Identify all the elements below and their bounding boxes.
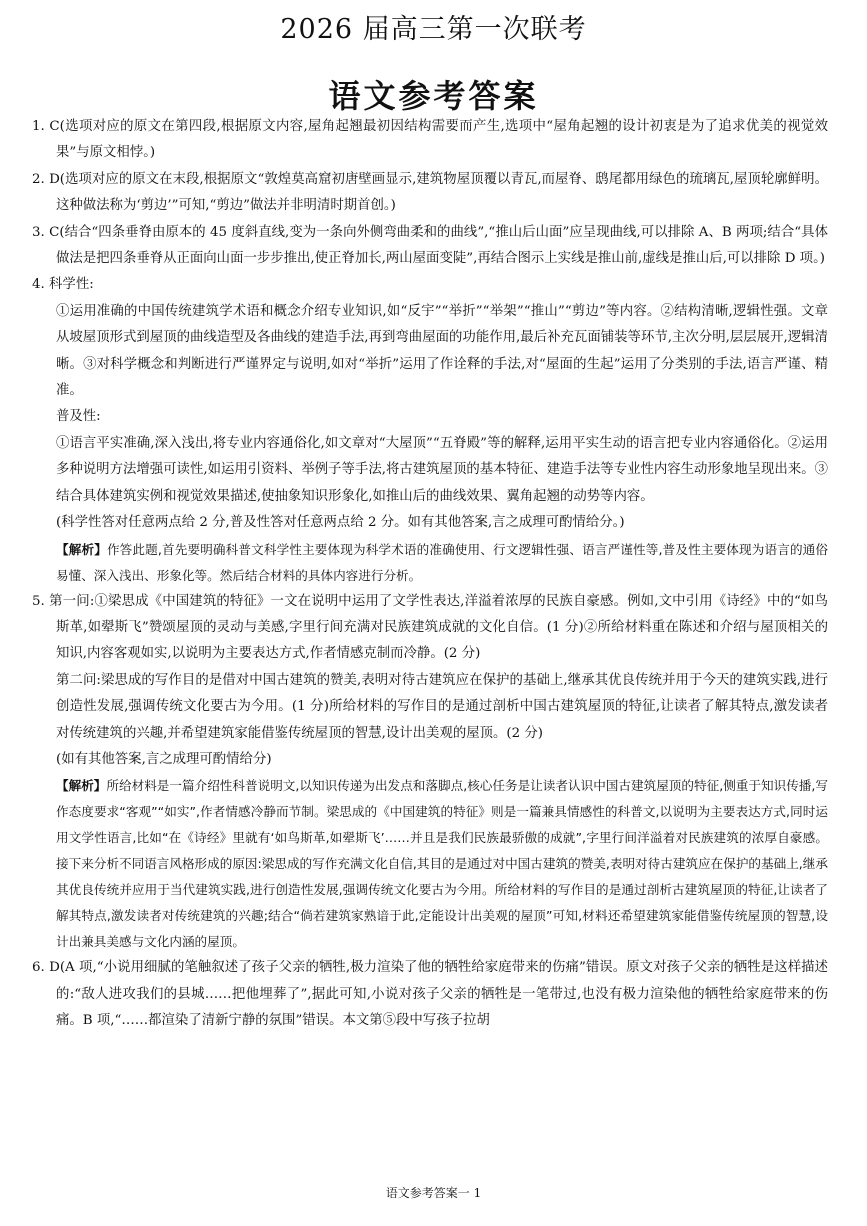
- analysis-tag: 【解析】: [56, 778, 107, 794]
- answer-item-1: 1. C(选项对应的原文在第四段,根据原文内容,屋角起翘最初因结构需要而产生,选项中“屋角起翘的设计初衷是为了追求优美的视觉效果”与原文相悖。): [32, 119, 828, 161]
- answer-item-4-scoring: (科学性答对任意两点给 2 分,普及性答对任意两点给 2 分。如有其他答案,言之成理可酌情给分。): [56, 515, 625, 531]
- exam-title: 2026 届高三第一次联考: [280, 14, 587, 45]
- answer-body: [32, 114, 828, 1035]
- answer-item-4-popular: ①语言平实准确,深入浅出,将专业内容通俗化,如文章对“大屋顶”“五脊殿”等的解释,运用平实生动的语言把专业内容通俗化。②运用多种说明方法增强可读性,如运用引资料、举例子等手法,将古建筑屋顶的基本特征、建造手法等专业性内容生动形象地呈现出来。③结合具体建筑实例和视觉效果描述,使抽象知识形象化,如推山后的曲线效果、翼角起翘的动势等内容。: [56, 435, 828, 504]
- analysis-text: 所给材料是一篇介绍性科普说明文,以知识传递为出发点和落脚点,核心任务是让读者认识中国古建筑屋顶的特征,侧重于知识传播,写作态度要求“客观”“如实”,作者情感冷静而节制。梁思成的《中国建筑的特征》则是一篇兼具情感性的科普文,以说明为主要表达方式,同时运用文学性语言,比如“在《诗经》里就有‘如鸟斯革,如翚斯飞’……并且是我们民族最骄傲的成就”,字里行间洋溢着对民族建筑的浓厚自豪感。接下来分析不同语言风格形成的原因:梁思成的写作充满文化自信,其目的是通过对中国古建筑的赞美,表明对待古建筑应在保护的基础上,继承其优良传统并应用于当代建筑实践,进行创造性发展,强调传统文化要古为今用。所给材料的写作目的是通过剖析古建筑屋顶的特征,让读者了解其特点,激发读者对传统建筑的兴趣;结合“倘若建筑家熟谙于此,定能设计出美观的屋顶”可知,材料还希望建筑家能借鉴传统屋顶的智慧,设计出兼具美感与文化内涵的屋顶。: [56, 778, 829, 950]
- answer-item-4-heading: 4. 科学性:: [32, 277, 94, 293]
- answer-item-4-popular-heading: 普及性:: [56, 409, 101, 425]
- answer-item-6: 6. D(A 项,“小说用细腻的笔触叙述了孩子父亲的牺牲,极力渲染了他的牺牲给家庭带来的伤痛”错误。原文对孩子父亲的牺牲是这样描述的:“敌人进攻我们的县城……把他埋葬了”,据此可知,小说对孩子父亲的牺牲是一笔带过,也没有极力渲染他的牺牲给家庭带来的伤痛。B 项,“……都渲染了清新宁静的氛围”错误。本文第⑤段中写孩子拉胡: [32, 960, 828, 1029]
- analysis-text: 作答此题,首先要明确科普文科学性主要体现为科学术语的准确使用、行文逻辑性强、语言严谨性等,普及性主要体现为语言的通俗易懂、深入浅出、形象化等。然后结合材料的具体内容进行分析。: [56, 541, 829, 583]
- doc-title: 语文参考答案: [328, 77, 539, 115]
- analysis-tag: 【解析】: [56, 541, 107, 557]
- answer-item-3: 3. C(结合“四条垂脊由原本的 45 度斜直线,变为一条向外侧弯曲柔和的曲线”,“推山后山面”应呈现曲线,可以排除 A、B 两项;结合“具体做法是把四条垂脊从正面向山面一步步推出,使正脊加长,两山屋面变陡”,再结合图示上实线是推山前,虚线是推山后,可以排除 D 项。): [32, 224, 828, 267]
- answer-item-5-first: 5. 第一问:①梁思成《中国建筑的特征》一文在说明中运用了文学性表达,洋溢着浓厚的民族自豪感。例如,文中引用《诗经》中的“如鸟斯革,如翚斯飞”赞颂屋顶的灵动与美感,字里行间充满对民族建筑成就的文化自信。(1 分)②所给材料重在陈述和介绍与屋顶相关的知识,内容客观如实,以说明为主要表达方式,作者情感克制而冷静。(2 分): [32, 593, 828, 662]
- answer-item-2: 2. D(选项对应的原文在末段,根据原文“敦煌莫高窟初唐壁画显示,建筑物屋顶覆以青瓦,而屋脊、鸱尾都用绿色的琉璃瓦,屋顶轮廓鲜明。这种做法称为‘剪边’”可知,“剪边”做法并非明清时期首创。): [32, 171, 828, 214]
- answer-item-5-second: 第二问:梁思成的写作目的是借对中国古建筑的赞美,表明对待古建筑应在保护的基础上,继承其优良传统并用于今天的建筑实践,进行创造性发展,强调传统文化要古为今用。(1 分)所给材料的写作目的是通过剖析中国古建筑屋顶的特征,让读者了解其特点,激发读者对传统建筑的兴趣,并希望建筑家能借鉴传统屋顶的智慧,设计出美观的屋顶。(2 分): [56, 672, 828, 741]
- page-footer: 语文参考答案一 1: [385, 1186, 482, 1200]
- answer-item-5-scoring: (如有其他答案,言之成理可酌情给分): [56, 751, 272, 767]
- answer-item-4-analysis: [32, 537, 828, 589]
- answer-item-4-scientific: ①运用准确的中国传统建筑学术语和概念介绍专业知识,如“反宇”“举折”“举架”“推山”“剪边”等内容。②结构清晰,逻辑性强。文章从坡屋顶形式到屋顶的曲线造型及各曲线的建造手法,再到弯曲屋面的功能作用,最后补充瓦面铺装等环节,主次分明,层层展开,逻辑清晰。③对科学概念和判断进行严谨界定与说明,如对“举折”运用了作诠释的手法,对“屋面的生起”运用了分类别的手法,语言严谨、精准。: [56, 303, 828, 399]
- answer-item-5-analysis: [32, 773, 828, 955]
